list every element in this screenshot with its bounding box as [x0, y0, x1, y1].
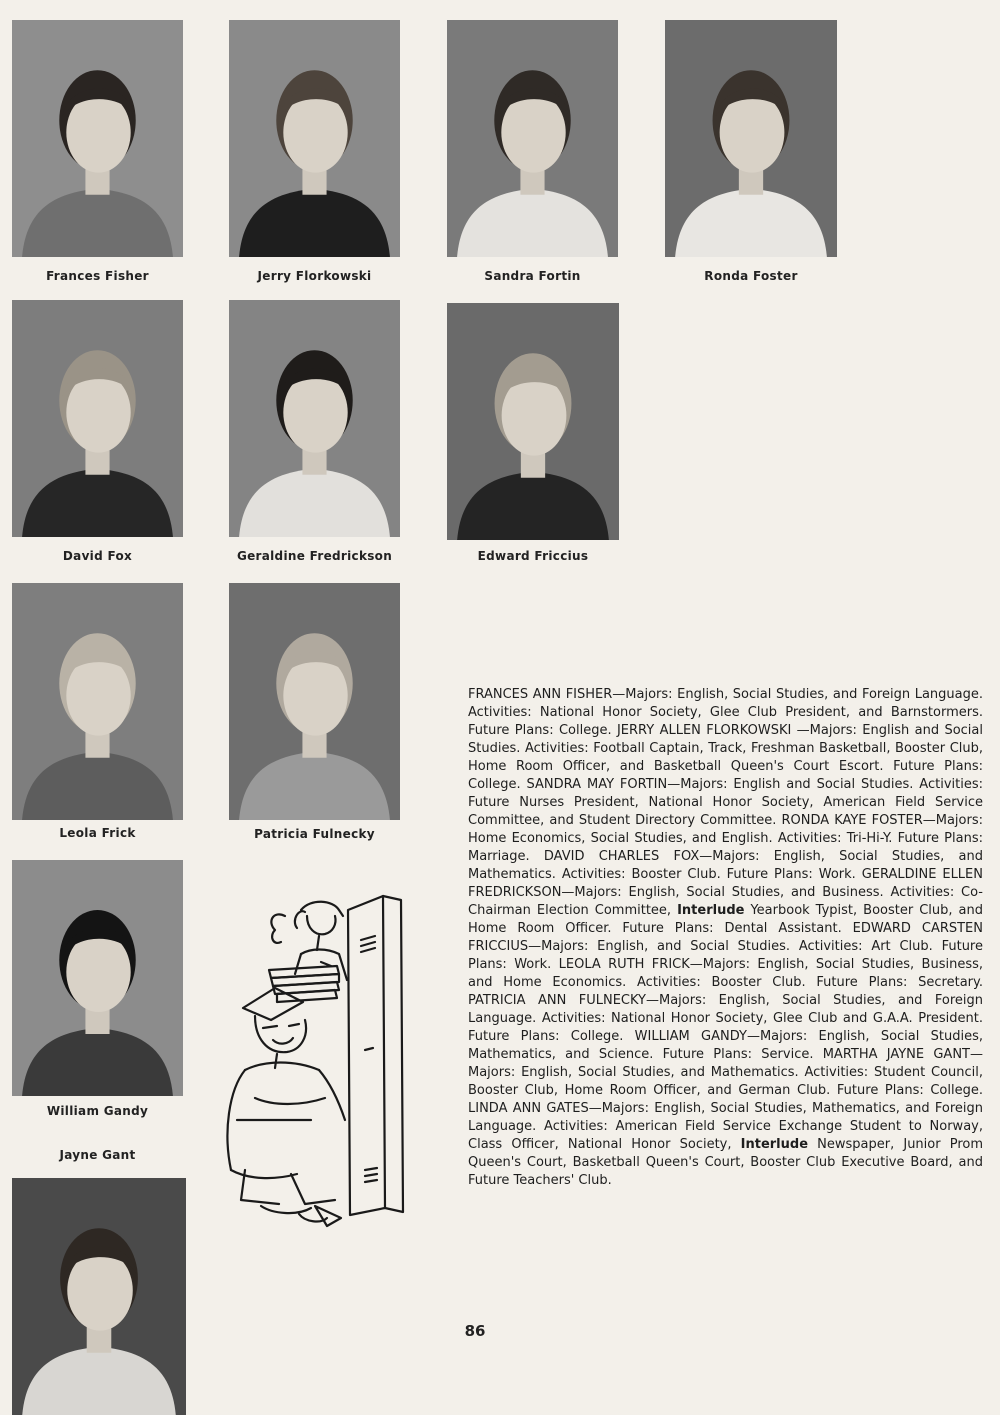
locker-illustration — [215, 870, 430, 1240]
portrait-caption: Jayne Gant — [59, 1148, 136, 1162]
portrait-photo — [12, 20, 183, 257]
portrait-caption: Frances Fisher — [46, 269, 149, 283]
portrait-photo — [229, 300, 400, 537]
portrait-photo — [447, 20, 618, 257]
portrait-caption: Geraldine Fredrickson — [236, 549, 393, 563]
bio-segment-bold: Interlude — [740, 1137, 809, 1152]
portrait-caption: Patricia Fulnecky — [254, 827, 375, 841]
portrait-caption: Ronda Foster — [704, 269, 798, 283]
portrait-caption: Sandra Fortin — [484, 269, 581, 283]
portrait-photo — [12, 1178, 186, 1415]
bio-segment: Newspaper, Junior Prom Queen's Court, Basketball Queen's Court, Booster Club Executive Board, and Future Teachers' Club. — [468, 1137, 984, 1188]
portrait-caption: David Fox — [62, 549, 133, 563]
portrait-photo — [12, 583, 183, 820]
portrait-caption: William Gandy — [46, 1104, 149, 1118]
portrait-caption: Jerry Florkowski — [257, 269, 372, 283]
portrait-photo — [12, 300, 183, 537]
bio-segment: Yearbook Typist, Booster Club, and Home Room Officer. Future Plans: Dental Assistant. EDWARD CARSTEN FRICCIUS—Majors: English, and Social Studies. Activities: Art Club. Future Plans: Work. LEOLA RUTH FRICK—Majors: English, Social Studies, Business, and Home Economics. Activities: Booster Club. Future Plans: Secretary. PATRICIA ANN FULNECKY—Majors: English, Social Studies, and Foreign Language. Activities: National Honor Society, Glee Club and G.A.A. President. Future Plans: College. WILLIAM GANDY—Majors: English, Social Studies, Mathematics, and Science. Future Plans: Service. MARTHA JAYNE GANT—Majors: English, Social Studies, and Mathematics. Activities: Student Council, Booster Club, Home Room Officer, and German Club. Future Plans: College. LINDA ANN GATES—Majors: English, Social Studies, Mathematics, and Foreign Language. Activities: American Field Service Exchange Student to Norway, Class Officer, National Honor Society, — [468, 903, 983, 1152]
portrait-photo — [229, 583, 400, 820]
portrait-photo — [447, 303, 619, 540]
portrait-photo — [229, 20, 400, 257]
bio-segment-bold: Interlude — [677, 903, 745, 918]
portrait-caption: Edward Friccius — [477, 549, 589, 563]
portrait-caption: Leola Frick — [59, 826, 136, 840]
portrait-photo — [665, 20, 837, 257]
page-number: 86 — [464, 1322, 486, 1340]
bio-segment: FRANCES ANN FISHER—Majors: English, Social Studies, and Foreign Language. Activities: National Honor Society, Glee Club President, and Barnstormers. Future Plans: College. JERRY ALLEN FLORKOWSKI —Majors: English and Social Studies. Activities: Football Captain, Track, Freshman Basketball, Booster Club, Home Room Officer, and Basketball Queen's Court Escort. Future Plans: College. SANDRA MAY FORTIN—Majors: English and Social Studies. Activities: Future Nurses President, National Honor Society, American Field Service Committee, and Student Directory Committee. RONDA KAYE FOSTER—Majors: Home Economics, Social Studies, and English. Activities: Tri-Hi-Y. Future Plans: Marriage. DAVID CHARLES FOX—Majors: English, Social Studies, and Mathematics. Activities: Booster Club. Future Plans: Work. GERALDINE ELLEN FREDRICKSON—Majors: English, Social Studies, and Business. Activities: Co-Chairman Election Committee, — [468, 687, 983, 918]
portrait-photo — [12, 860, 183, 1096]
biography-text — [468, 686, 983, 1190]
